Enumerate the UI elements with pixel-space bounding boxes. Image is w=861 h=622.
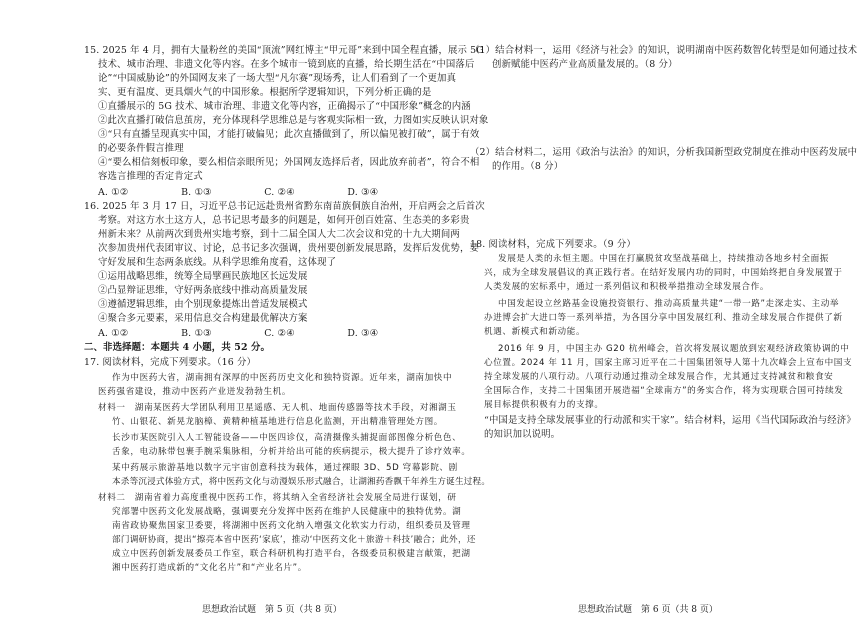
q18-line: 机遇、新模式和新动能。 xyxy=(484,327,586,337)
q15-line: 15. 2025 年 4 月，拥有大量粉丝的美国“顶流”网红博主“甲元哥”来到中国全程直播，展示 5G xyxy=(84,45,484,56)
q15-options xyxy=(84,187,407,199)
q17-line: 材料一 湖南某医药大学团队利用卫星遥感、无人机、地面传感器等技术手段，对湘湖玉 xyxy=(98,403,457,413)
q18-head: 18. 阅读材料，完成下列要求。（9 分） xyxy=(470,239,636,250)
q17-line: 南省政协聚焦国家卫委要，将湖湘中医药文化纳入增强文化软实力行动，组织委员及管理 xyxy=(112,521,471,531)
q15-line: ③“只有直播呈现真实中国，才能打破偏见；此次直播做到了，所以偏见被打破”，属于有效 xyxy=(98,129,480,140)
q16-line: ④聚合多元要素，采用信息交合构建最优解决方案 xyxy=(98,313,308,324)
q15-line: 的必要条件假言推理 xyxy=(98,143,184,154)
q18-line: 中国发起设立丝路基金设施投资银行、推动高质量共建“一带一路”走深走实、主动举 xyxy=(498,299,840,309)
q15-option-c[interactable]: C. ②④ xyxy=(264,187,295,198)
q17-head: 17. 阅读材料，完成下列要求。（16 分） xyxy=(84,357,257,368)
q16-option-b[interactable]: B. ①③ xyxy=(181,328,212,339)
q17-1-line: 创新赋能中医药产业高质量发展的。（8 分） xyxy=(492,59,678,70)
section-heading: 二、非选择题：本题共 4 小题，共 52 分。 xyxy=(84,342,271,353)
q17-line: 舌象，电动脉带包裹手腕采集脉相，分析并给出可能的疾病提示，极大提升了诊疗效率。 xyxy=(112,447,471,457)
q16-line: 次参加贵州代表团审议、讨论，总书记多次强调，贵州要创新发展思路，发挥后发优势，要 xyxy=(98,243,480,254)
q18-line: 办进博会扩大进口等一系列举措，为各国分享中国发展红利、推动全球发展合作提供了新 xyxy=(484,313,843,323)
q17-line: 本杀等沉浸式体验方式，将中医药文化与动漫娱乐形式融合，让湖湘药香飘千年养生方诞生过程。 xyxy=(112,477,491,487)
q15-line: 容选言推理的否定肯定式 xyxy=(98,171,203,182)
q17-line: 医药强省建设，推动中医药产业迸发勃勃生机。 xyxy=(98,387,292,397)
q16-option-a[interactable]: A. ①② xyxy=(98,328,129,339)
q18-line: 2016 年 9 月，中国主办 G20 杭州峰会，首次将发展议题放到宏观经济政策协调的中 xyxy=(498,344,850,354)
q17-line: 作为中医药大省，湖南拥有深厚的中医药历史文化和独特资源。近年来，湖南加快中 xyxy=(112,373,453,383)
q18-line: 人类发展的宏标系中，通过一系列倡议和积极举措推动全球发展合作。 xyxy=(484,282,770,292)
q18-line: 全国际合作，支持二十国集团开展造福“全球南方”的务实合作，将为实现联合国可持续发 xyxy=(484,386,844,396)
q16-option-c[interactable]: C. ②④ xyxy=(264,328,295,339)
q16-option-d[interactable]: D. ③④ xyxy=(347,328,379,339)
q18-line: 展目标提供积极有力的支撑。 xyxy=(484,400,604,410)
q18-line: 兴，成为全球发展倡议的真正践行者。在结好发展内功的同时，中国始终把自身发展置于 xyxy=(484,268,843,278)
q18-line: 的知识加以说明。 xyxy=(484,429,561,440)
q16-line: 守好发展和生态两条底线。从科学思维角度看，这体现了 xyxy=(98,257,337,268)
q18-line: 发展是人类的永恒主题。中国在打赢脱贫攻坚战基础上，持续推动各地乡村全面振 xyxy=(498,254,829,264)
q16-line: ①运用战略思维，统筹全局擘画民族地区长远发展 xyxy=(98,271,308,282)
q17-line: 究部署中医药文化发展战略，强调要充分发挥中医药在维护人民健康中的独特优势。湖 xyxy=(112,507,462,517)
q18-line: “中国是支持全球发展事业的行动派和实干家”。结合材料，运用《当代国际政治与经济》 xyxy=(484,415,856,426)
q15-option-a[interactable]: A. ①② xyxy=(98,187,129,198)
q15-line: 技术、城市治理、非遗文化等内容。在多个城市一镜到底的直播，给长期生活在“中国落后 xyxy=(98,59,475,70)
q15-line: 论”“中国威胁论”的外国网友来了一场大型“凡尔赛”现场秀，让人们看到了一个更加真 xyxy=(98,73,457,84)
q16-line: 16. 2025 年 3 月 17 日，习近平总书记远赴贵州省黔东南苗族侗族自治州，开启两会之后首次 xyxy=(84,201,485,212)
q17-line: 材料二 湖南省着力高度重视中医药工作，将其纳入全省经济社会发展全局进行谋划，研 xyxy=(98,493,457,503)
q17-1-line: （1）结合材料一，运用《经济与社会》的知识，说明湖南中医药数智化转型是如何通过技术 xyxy=(470,45,858,56)
q16-options xyxy=(84,328,407,340)
q16-line: 州新未来？从前两次到贵州实地考察，到十二届全国人大二次会议和党的十九大期间两 xyxy=(98,229,460,240)
q15-option-b[interactable]: B. ①③ xyxy=(181,187,212,198)
q16-line: ③遵循逻辑思维，由个别现象提炼出普适发展模式 xyxy=(98,299,308,310)
q17-line: 竹、山银花、新晃龙脑樟、黄精种植基地进行信息化监测，开出精准管理处方图。 xyxy=(112,417,443,427)
q16-line: 考察。对这方水土这方人，总书记思考最多的问题是，如何开创百姓富、生态美的多彩贵 xyxy=(98,215,470,226)
page-footer-left: 思想政治试题 第 5 页（共 8 页） xyxy=(202,605,342,615)
q17-line: 部门调研协商，提出“擦亮本省中医药‘家底’，推动‘中医药文化＋旅游＋科技’融合；此外，还 xyxy=(112,535,476,545)
q15-line: ①直播展示的 5G 技术、城市治理、非遗文化等内容，正确揭示了“中国形象”概念的内涵 xyxy=(98,101,471,112)
q15-line: ②此次直播打破信息茧房，充分体现科学思维总是与客观实际相一致，力图如实反映认识对象 xyxy=(98,115,489,126)
q15-option-d[interactable]: D. ③④ xyxy=(347,187,379,198)
q17-line: 湘中医药打造成新的“文化名片”和“产业名片”。 xyxy=(112,563,307,573)
page-footer-right: 思想政治试题 第 6 页（共 8 页） xyxy=(578,605,718,615)
q15-line: ④“要么相信刻板印象，要么相信亲眼所见；外国网友选择后者，因此放弃前者”，符合不相 xyxy=(98,157,480,168)
q17-2-line: 的作用。（8 分） xyxy=(492,161,564,172)
q18-line: 持全球发展的八项行动。八项行动通过推动全球发展合作，尤其通过支持减贫和粮食安 xyxy=(484,372,834,382)
q17-line: 长沙市某医院引入人工智能设备——中医四诊仪，高清摄像头捕捉面部图像分析色色、 xyxy=(112,433,462,443)
q17-2-line: （2）结合材料二，运用《政治与法治》的知识，分析我国新型政党制度在推动中医药发展中 xyxy=(470,147,858,158)
q15-line: 实、更有温度、更具烟火气的中国形象。根据所学逻辑知识，下列分析正确的是 xyxy=(98,87,432,98)
q16-line: ②凸显辩证思维，守好两条底线中推动高质量发展 xyxy=(98,285,308,296)
q17-line: 成立中医药创新发展委员工作室，联合科研机构打造平台，各级委员积极建言献策，把湖 xyxy=(112,549,471,559)
q17-line: 某中药展示旅游基地以数字元宇宙创意科技为载体，通过裸眼 3D、5D 穹幕影院、剧 xyxy=(112,463,458,473)
q18-line: 心位置。2024 年 11 月，国家主席习近平在二十国集团领导人第十九次峰会上宣布中国支 xyxy=(484,358,853,368)
